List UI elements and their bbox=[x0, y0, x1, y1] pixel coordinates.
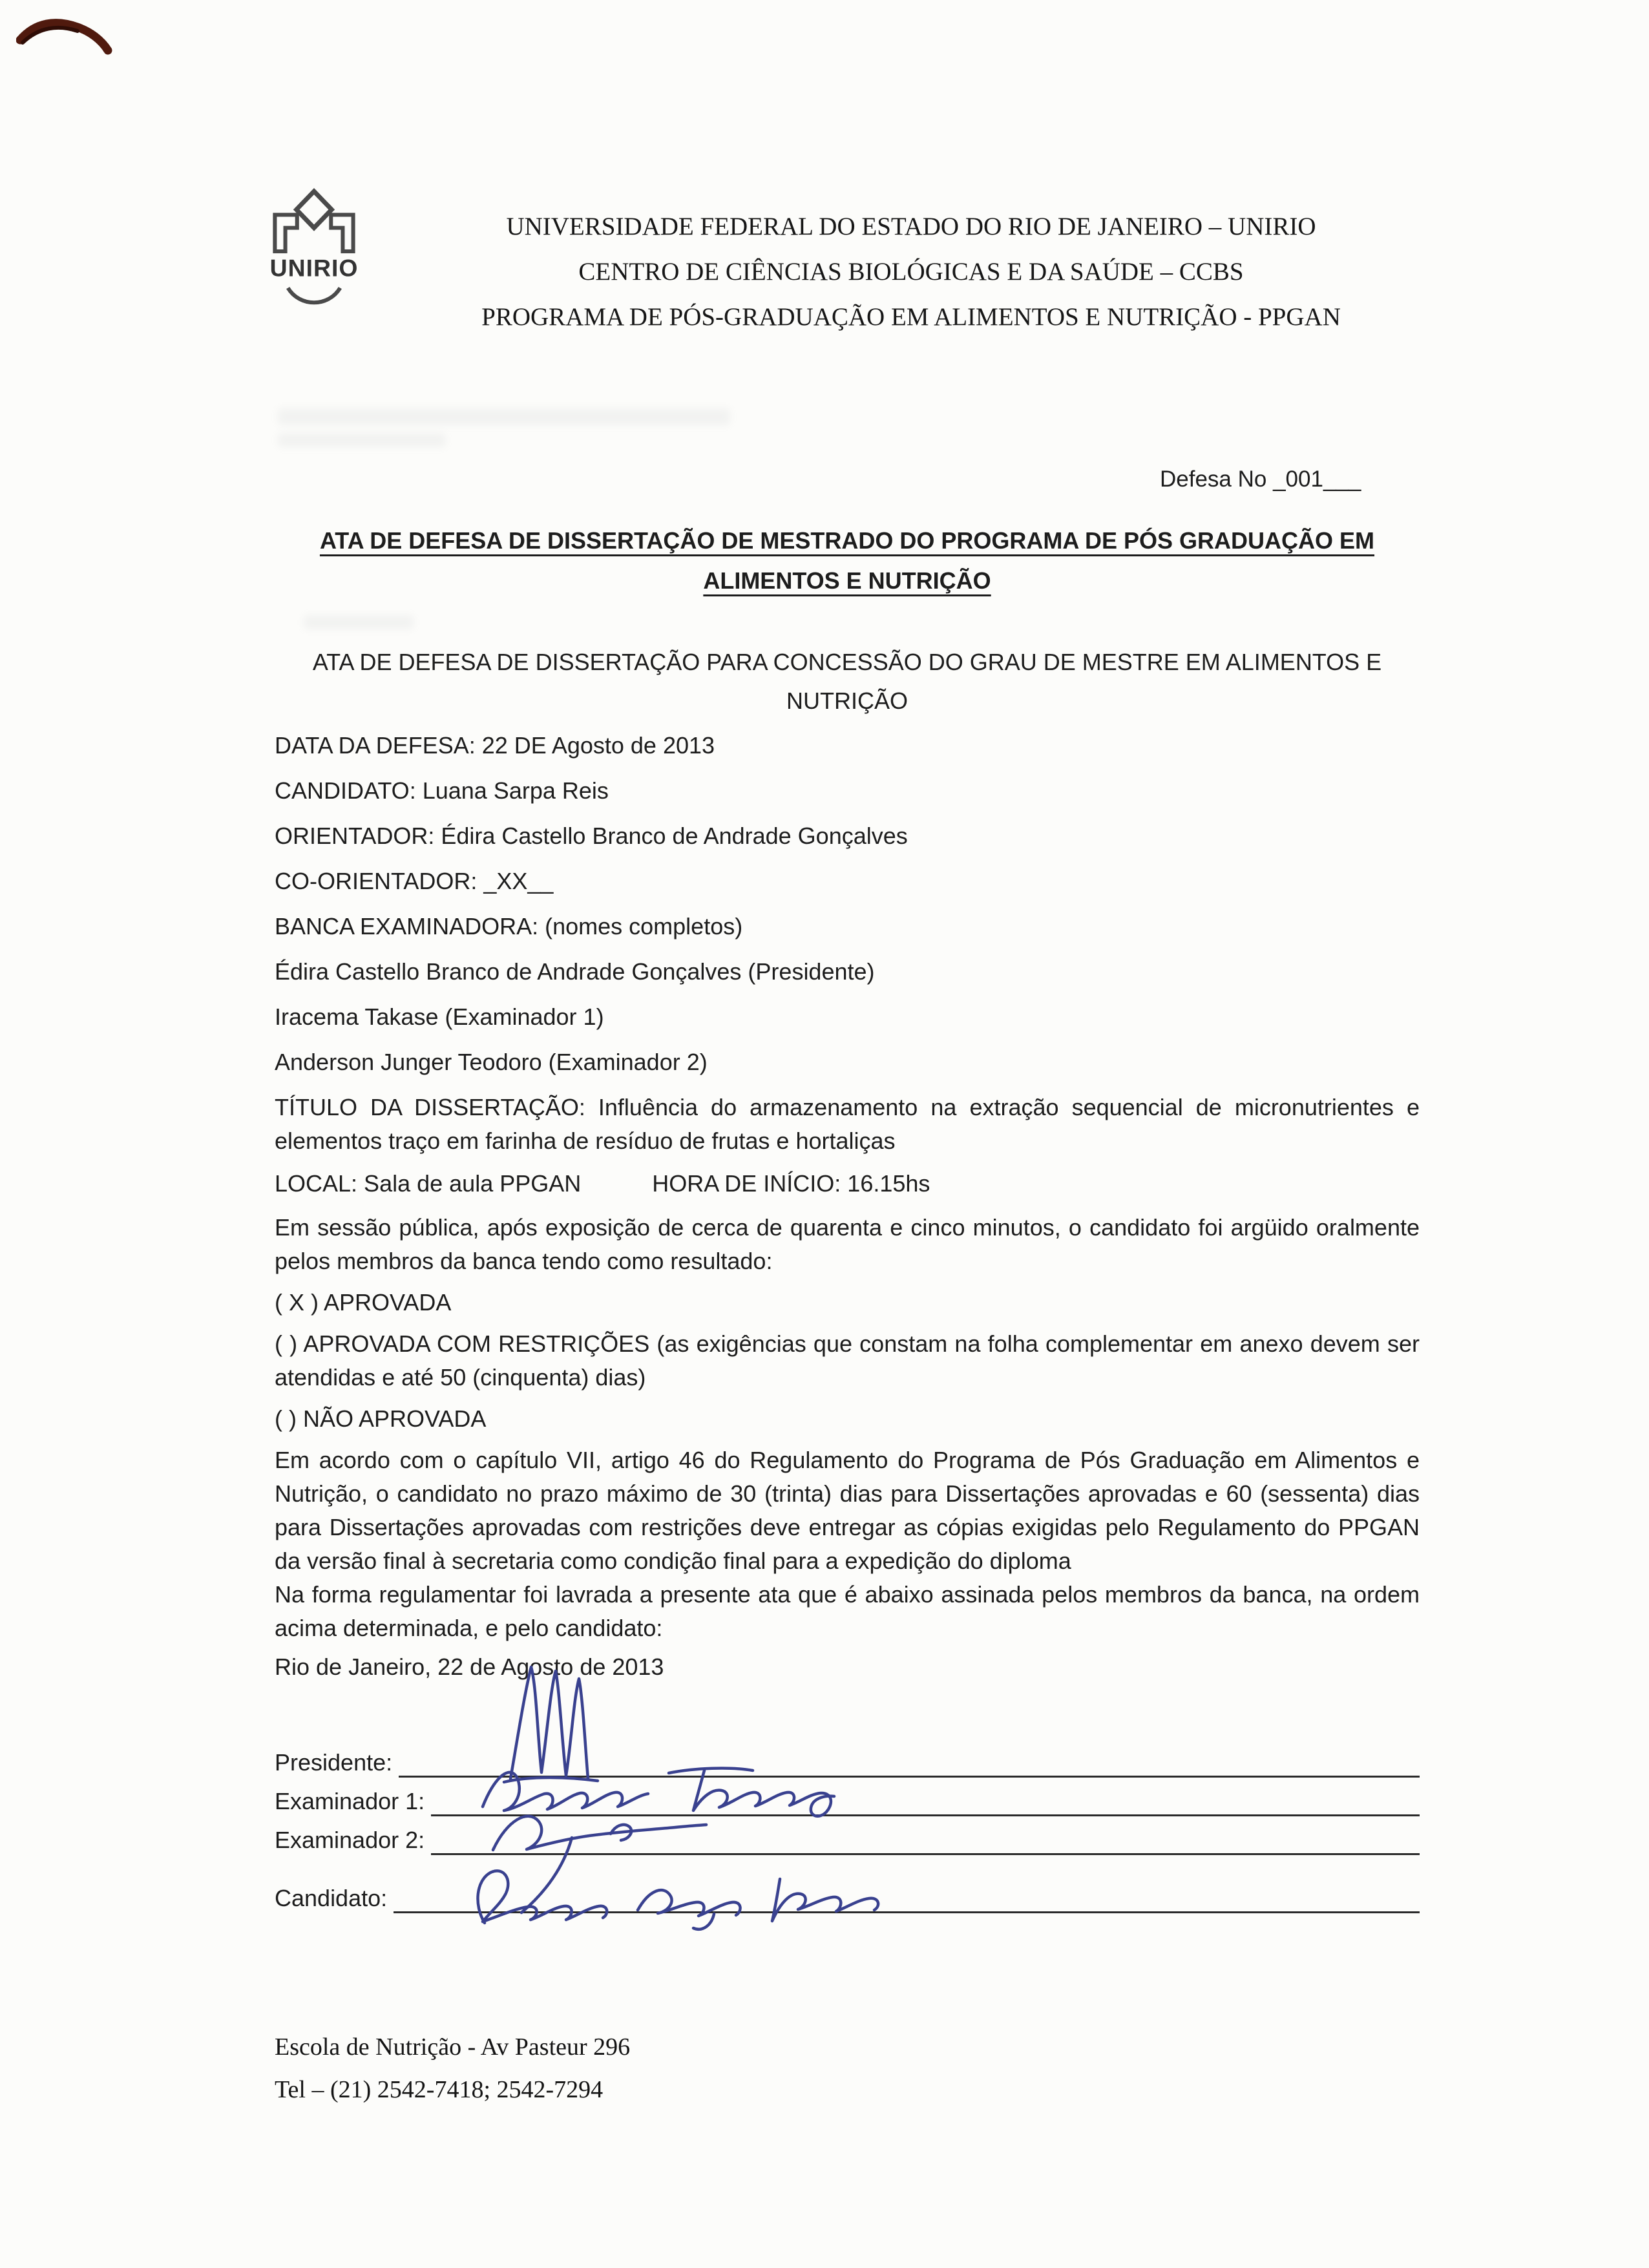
program-name: PROGRAMA DE PÓS-GRADUAÇÃO EM ALIMENTOS E NUTRIÇÃO - PPGAN bbox=[481, 303, 1341, 331]
result-option-nao-aprovada: ( ) NÃO APROVADA bbox=[275, 1405, 487, 1432]
field-titulo-dissertacao: TÍTULO DA DISSERTAÇÃO: Influência do armazenamento na extração sequencial de micronutrientes e elementos traço em farinha de resíduo de frutas e hortaliças bbox=[275, 1094, 1420, 1154]
signature-line-examinador-1 bbox=[431, 1787, 1420, 1816]
signature-label-candidato: Candidato: bbox=[275, 1885, 388, 1911]
letterhead bbox=[255, 187, 1425, 340]
paragraph-lavratura: Na forma regulamentar foi lavrada a presente ata que é abaixo assinada pelos membros da banca, na ordem acima determinada, e pelo candidato: bbox=[275, 1581, 1420, 1641]
signature-row-examinador-2 bbox=[275, 1825, 1420, 1855]
field-co-orientador: CO-ORIENTADOR: _XX__ bbox=[275, 868, 554, 894]
footer-address: Escola de Nutrição - Av Pasteur 296 bbox=[275, 2033, 631, 2061]
logo-right-arm-shape bbox=[331, 215, 353, 251]
signature-label-examinador-2: Examinador 2: bbox=[275, 1827, 425, 1853]
scan-artifact bbox=[278, 433, 446, 447]
signature-row-presidente bbox=[275, 1748, 1420, 1778]
paragraph-data-local: Rio de Janeiro, 22 de Agosto de 2013 bbox=[275, 1654, 664, 1680]
logo-diamond-shape bbox=[297, 191, 332, 228]
presidente-ink-flourish bbox=[504, 1778, 598, 1782]
banca-member-examinador-2: Anderson Junger Teodoro (Examinador 2) bbox=[275, 1049, 708, 1075]
logo-base-curve-shape bbox=[288, 288, 341, 303]
signature-line-presidente bbox=[399, 1748, 1420, 1778]
defense-number: Defesa No _001___ bbox=[1160, 467, 1361, 492]
candidato-ink-descender bbox=[693, 1914, 714, 1929]
logo-left-arm-shape bbox=[275, 215, 297, 251]
letterhead-text bbox=[397, 187, 1425, 340]
signature-line-examinador-2 bbox=[431, 1825, 1420, 1855]
signature-row-examinador-1 bbox=[275, 1787, 1420, 1816]
document-title: ATA DE DEFESA DE DISSERTAÇÃO DE MESTRADO DO PROGRAMA DE PÓS GRADUAÇÃO EM ALIMENTOS E NUTRIÇÃO bbox=[319, 527, 1375, 594]
unirio-logo-icon bbox=[255, 187, 373, 318]
local-hora-row bbox=[275, 1167, 1420, 1201]
document-body bbox=[275, 729, 1420, 1696]
footer bbox=[275, 2026, 630, 2111]
paragraph-sessao-publica: Em sessão pública, após exposição de cerca de quarenta e cinco minutos, o candidato foi argüido oralmente pelos membros da banca tendo como resultado: bbox=[275, 1214, 1420, 1274]
signature-row-candidato bbox=[275, 1884, 1420, 1913]
document-subtitle: ATA DE DEFESA DE DISSERTAÇÃO PARA CONCESSÃO DO GRAU DE MESTRE EM ALIMENTOS E NUTRIÇÃO bbox=[312, 649, 1382, 714]
banca-member-presidente: Édira Castello Branco de Andrade Gonçalves (Presidente) bbox=[275, 958, 875, 985]
logo-wordmark: UNIRIO bbox=[269, 254, 359, 282]
scan-artifact bbox=[304, 615, 414, 629]
paragraph-regulamento: Em acordo com o capítulo VII, artigo 46 do Regulamento do Programa de Pós Graduação em Alimentos e Nutrição, o candidato no prazo máximo de 30 (trinta) dias para Dissertações aprovadas e 60 (sessenta) dias para Dissertações aprovadas com restrições deve entregar as cópias exigidas pelo Regulamento do PPGAN da versão final à secretaria como condição final para a expedição do diploma bbox=[275, 1447, 1420, 1574]
scan-pen-mark bbox=[16, 14, 113, 65]
field-local: LOCAL: Sala de aula PPGAN bbox=[275, 1170, 582, 1197]
university-name: UNIVERSIDADE FEDERAL DO ESTADO DO RIO DE JANEIRO – UNIRIO bbox=[506, 213, 1316, 240]
field-banca-examinadora: BANCA EXAMINADORA: (nomes completos) bbox=[275, 913, 743, 940]
field-hora-inicio: HORA DE INÍCIO: 16.15hs bbox=[652, 1170, 930, 1197]
scan-pen-mark-stroke-2 bbox=[23, 28, 78, 43]
signature-label-examinador-1: Examinador 1: bbox=[275, 1788, 425, 1814]
field-data-da-defesa: DATA DA DEFESA: 22 DE Agosto de 2013 bbox=[275, 732, 715, 759]
result-option-aprovada: ( X ) APROVADA bbox=[275, 1289, 452, 1316]
field-candidato: CANDIDATO: Luana Sarpa Reis bbox=[275, 777, 609, 804]
result-option-aprovada-com-restricoes: ( ) APROVADA COM RESTRIÇÕES (as exigências que constam na folha complementar em anexo devem ser atendidas e até 50 (cinquenta) dias) bbox=[275, 1330, 1420, 1391]
signature-label-presidente: Presidente: bbox=[275, 1749, 393, 1776]
footer-phone: Tel – (21) 2542-7418; 2542-7294 bbox=[275, 2076, 604, 2103]
center-name: CENTRO DE CIÊNCIAS BIOLÓGICAS E DA SAÚDE – CCBS bbox=[578, 258, 1244, 286]
scan-pen-mark-stroke bbox=[20, 23, 108, 50]
field-orientador: ORIENTADOR: Édira Castello Branco de Andrade Gonçalves bbox=[275, 823, 908, 849]
scan-artifact bbox=[278, 408, 730, 425]
banca-member-examinador-1: Iracema Takase (Examinador 1) bbox=[275, 1003, 604, 1030]
signature-line-candidato bbox=[394, 1884, 1420, 1913]
